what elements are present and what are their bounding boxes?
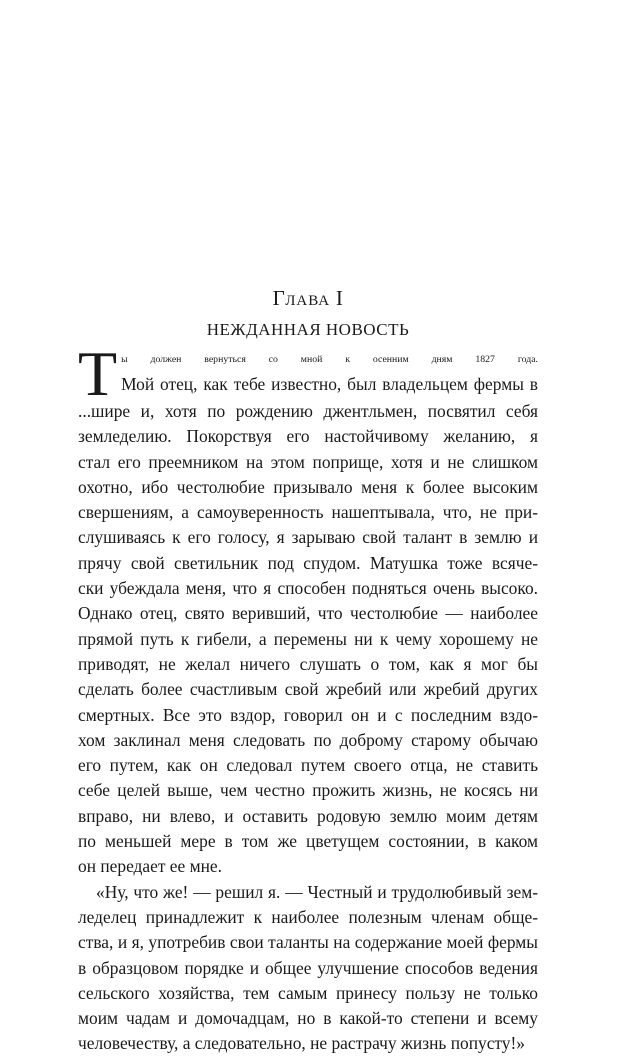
paragraph-1: [78, 338, 538, 880]
text-line: он передает ее мне.: [78, 856, 222, 877]
chapter-heading-rest: ЛАВА: [285, 293, 331, 309]
text-line: «Ну, что же! — решил я. — Честный и трудолюбивый зем-: [96, 881, 538, 902]
text-line: хом заклинал меня следовать по доброму старому обычаю: [78, 729, 538, 750]
text-line: сельского хозяйства, тем самым принесу пользу не только: [78, 982, 538, 1003]
text-line: приводят, не желал ничего слушать о том, как я мог бы: [78, 653, 538, 674]
text-line: вправо, ни влево, и оставить родовую землю моим детям: [78, 805, 538, 826]
text-line: его путем, как он следовал путем своего отца, не ставить: [78, 755, 538, 776]
text-line: ства, и я, употребив свои таланты на содержание моей фермы: [78, 932, 538, 953]
paragraph-2: [78, 880, 538, 1057]
text-line: Мой отец, как тебе известно, был владельцем фермы в: [121, 374, 538, 395]
text-line: земледелию. Покорствуя его настойчивому желанию, я: [78, 426, 538, 447]
drop-cap: Т: [78, 338, 118, 409]
text-line: человечеству, а следовательно, не растрачу жизнь попусту!»: [78, 1033, 525, 1054]
text-line: по меньшей мере в том же цветущем состоянии, в каком: [78, 831, 538, 852]
text-line: слушиваясь к его голосу, я зарываю свой талант в землю и: [78, 527, 538, 548]
chapter-heading-initial: Г: [272, 286, 286, 310]
text-line: в образцовом порядке и общее улучшение способов ведения: [78, 957, 538, 978]
text-line: моим чадам и домочадцам, но в какой-то степени и всему: [78, 1008, 538, 1029]
chapter-heading: [78, 283, 538, 316]
text-line: ...шире и, хотя по рождению джентльмен, посвятил себя: [78, 401, 538, 421]
text-line: охотно, ибо честолюбие призывало меня к более высоким: [78, 476, 538, 497]
text-line: ы должен вернуться со мной к осенним дням 1827 года.: [121, 354, 538, 365]
text-line: свершениям, а самоуверенность нашептывала, что, не при-: [78, 502, 538, 523]
text-line: смертных. Все это вздор, говорил он и с последним вздо-: [78, 704, 538, 725]
text-line: стал его преемником на этом поприще, хотя и не слишком: [78, 451, 538, 472]
text-line: сделать более счастливым свой жребий или жребий других: [78, 679, 538, 700]
body-text: [78, 338, 538, 1057]
text-line: леделец принадлежит к наиболее полезным членам обще-: [78, 906, 538, 927]
chapter-number: I: [335, 286, 344, 310]
text-line: ски убеждала меня, что я способен подняться очень высоко.: [78, 578, 538, 599]
text-line: прячу свой светильник под спудом. Матушка тоже всяче-: [78, 552, 538, 573]
chapter-title: НЕЖДАННАЯ НОВОСТЬ: [206, 320, 410, 339]
text-line: прямой путь к гибели, а перемены ни к чему хорошему не: [78, 628, 538, 649]
text-line: Однако отец, свято веривший, что честолюбие — наиболее: [78, 603, 538, 624]
book-page: [78, 0, 538, 1054]
text-line: себе целей выше, чем честно прожить жизнь, не косясь ни: [78, 780, 538, 801]
